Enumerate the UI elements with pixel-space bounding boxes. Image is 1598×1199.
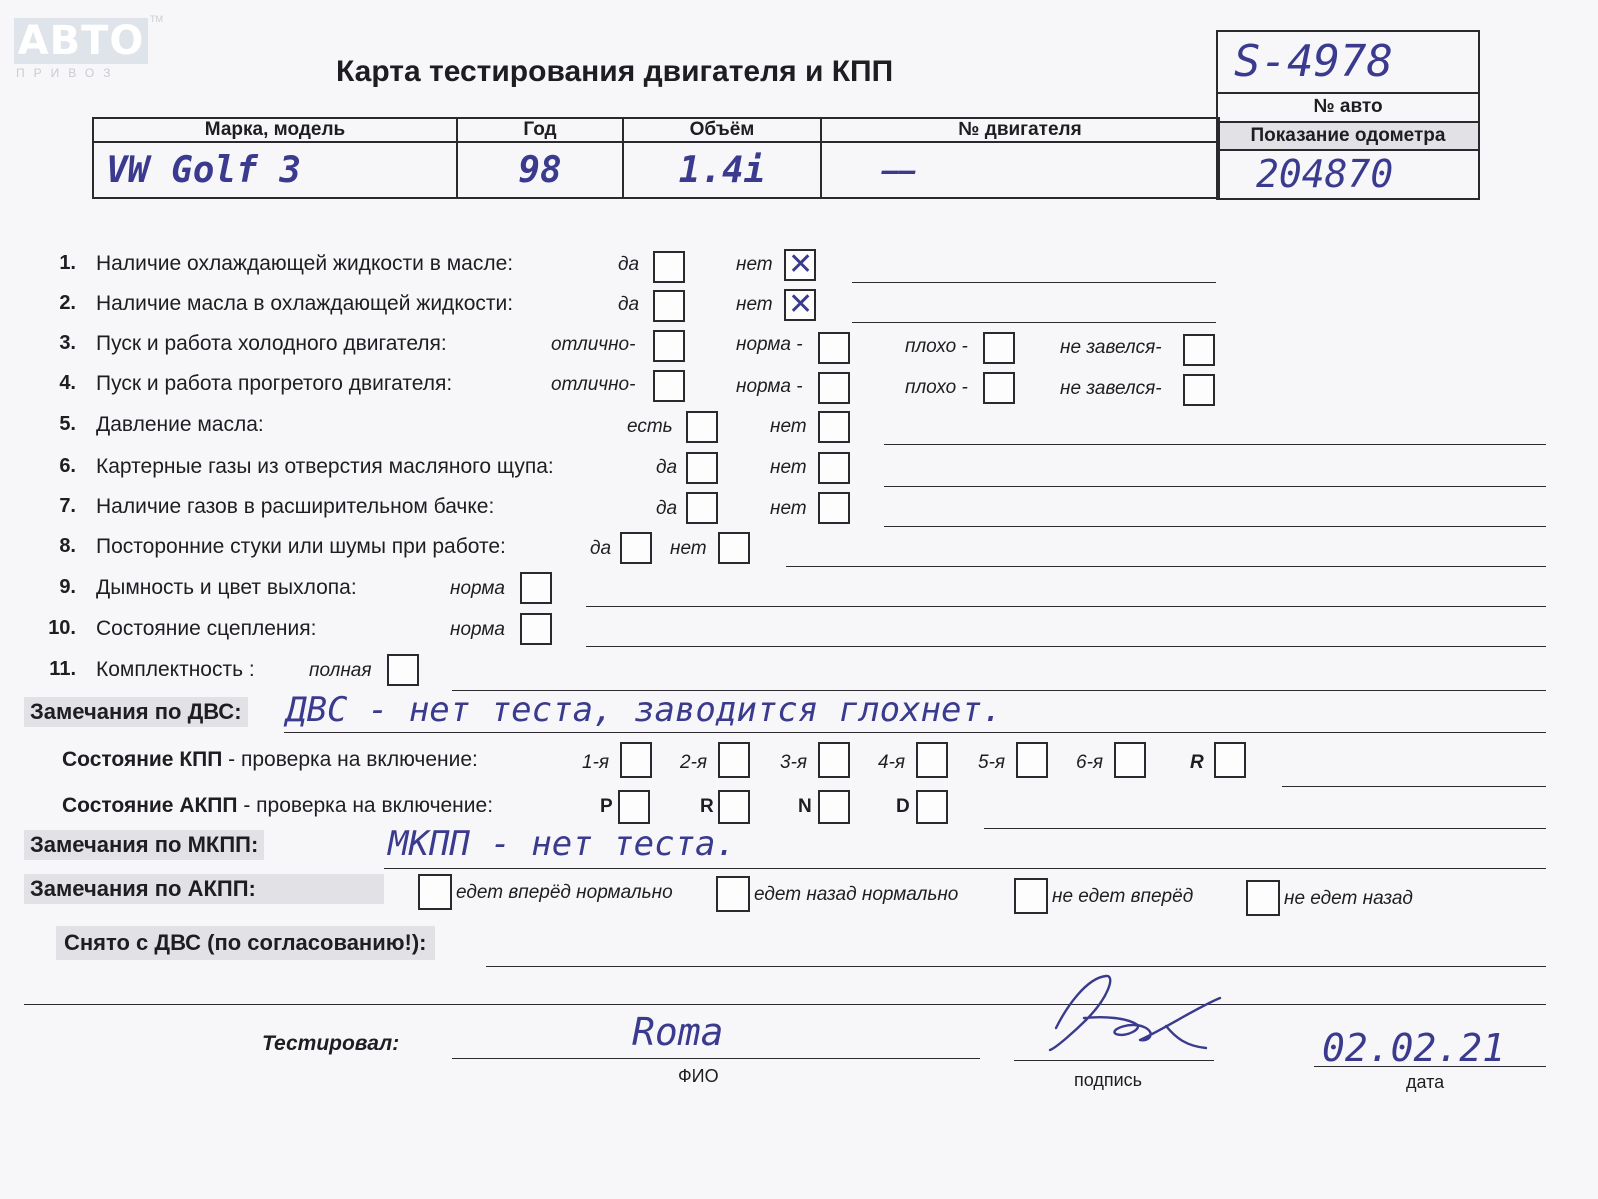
item-number: 2.: [59, 292, 76, 314]
dvs-remarks-line[interactable]: [284, 732, 1546, 733]
gear-5-label: 5-я: [978, 752, 1006, 773]
tester-name-value: Roma: [632, 1010, 724, 1054]
engine-number-value: ——: [882, 153, 916, 187]
item-label: Пуск и работа прогретого двигателя:: [96, 372, 453, 395]
option-no-label: нет: [770, 457, 807, 478]
vehicle-table: [92, 117, 1220, 199]
make-model-value: VW Golf 3: [106, 149, 302, 191]
checkbox-no[interactable]: [818, 492, 850, 524]
volume-value: 1.4i: [678, 149, 766, 191]
option-no-label: нет: [736, 254, 773, 275]
item-number: 3.: [59, 332, 76, 354]
kpp-note-line[interactable]: [1282, 786, 1546, 787]
option-no-label: нет: [770, 498, 807, 519]
checkbox-normal[interactable]: [818, 332, 850, 364]
option-yes-label: да: [590, 538, 612, 559]
checkbox-gear-2[interactable]: [718, 742, 750, 778]
option-yes-label: да: [656, 498, 678, 519]
checkbox-gear-5[interactable]: [1016, 742, 1048, 778]
odometer-label: Показание одометра: [1218, 123, 1478, 149]
item-number: 11.: [49, 658, 76, 680]
x-mark-icon: ✕: [788, 247, 814, 282]
checkbox-yes[interactable]: [686, 411, 718, 443]
checkbox-yes[interactable]: [653, 251, 685, 283]
note-line[interactable]: [884, 444, 1546, 445]
dvs-remarks-label: Замечания по ДВС:: [24, 697, 248, 727]
option-not-started-label: не завелся-: [1060, 337, 1162, 358]
checkbox-backward-ok[interactable]: [716, 876, 750, 912]
checkbox-no-forward[interactable]: [1014, 878, 1048, 914]
no-backward-label: не едет назад: [1284, 888, 1413, 909]
date-label: дата: [1406, 1072, 1445, 1092]
item-label: Наличие охлаждающей жидкости в масле:: [96, 252, 514, 275]
date-value: 02.02.21: [1322, 1026, 1506, 1070]
col-volume: Объём: [623, 118, 821, 142]
dvs-remarks-value: ДВС - нет теста, заводится глохнет.: [286, 690, 1003, 730]
note-line[interactable]: [884, 486, 1546, 487]
checkbox-gear-6[interactable]: [1114, 742, 1146, 778]
logo: АВТО: [14, 18, 148, 64]
checkbox-normal[interactable]: [520, 613, 552, 645]
note-line[interactable]: [786, 566, 1546, 567]
removed-parts-line[interactable]: [486, 966, 1546, 967]
option-normal-label: норма -: [736, 334, 803, 355]
checkbox-mode-r[interactable]: [718, 790, 750, 824]
option-normal-label: норма: [450, 619, 505, 640]
checkbox-yes[interactable]: [686, 452, 718, 484]
signature-line[interactable]: [1014, 1060, 1214, 1061]
item-label: Наличие газов в расширительном бачке:: [96, 495, 495, 518]
item-number: 9.: [59, 576, 76, 598]
checkbox-normal[interactable]: [818, 372, 850, 404]
note-line[interactable]: [884, 526, 1546, 527]
fio-label: ФИО: [678, 1066, 719, 1086]
item-number: 10.: [48, 617, 76, 639]
note-line[interactable]: [852, 322, 1216, 323]
item-number: 7.: [59, 495, 76, 517]
option-no-label: нет: [670, 538, 707, 559]
item-label: Состояние сцепления:: [96, 617, 317, 640]
option-yes-label: да: [618, 294, 640, 315]
checkbox-gear-reverse[interactable]: [1214, 742, 1246, 778]
mkpp-remarks-value: МКПП - нет теста.: [388, 824, 736, 864]
item-number: 8.: [59, 535, 76, 557]
gear-2-label: 2-я: [680, 752, 708, 773]
checkbox-no[interactable]: [818, 452, 850, 484]
option-bad-label: плохо -: [905, 336, 968, 357]
checkbox-not-started[interactable]: [1183, 334, 1215, 366]
checkbox-gear-3[interactable]: [818, 742, 850, 778]
option-yes-label: да: [618, 254, 640, 275]
checkbox-yes[interactable]: [653, 290, 685, 322]
option-yes-label: да: [656, 457, 678, 478]
no-forward-label: не едет вперёд: [1052, 886, 1194, 907]
akpp-remarks-label: Замечания по АКПП:: [24, 874, 384, 904]
backward-ok-label: едет назад нормально: [754, 884, 959, 905]
checkbox-no[interactable]: [784, 289, 816, 321]
signature-image: [1036, 968, 1236, 1064]
kpp-check-label: Состояние КПП - проверка на включение:: [62, 748, 478, 771]
option-not-started-label: не завелся-: [1060, 378, 1162, 399]
checkbox-forward-ok[interactable]: [418, 874, 452, 910]
checkbox-no[interactable]: [718, 532, 750, 564]
mode-p-label: P: [600, 796, 613, 817]
checkbox-mode-d[interactable]: [916, 790, 948, 824]
item-label: Дымность и цвет выхлопа:: [96, 576, 357, 599]
checkbox-gear-1[interactable]: [620, 742, 652, 778]
checkbox-complete[interactable]: [387, 654, 419, 686]
option-complete-label: полная: [309, 660, 372, 681]
checkbox-no-backward[interactable]: [1246, 880, 1280, 916]
gear-4-label: 4-я: [878, 752, 906, 773]
checkbox-not-started[interactable]: [1183, 374, 1215, 406]
akpp-check-label: Состояние АКПП - проверка на включение:: [62, 794, 494, 817]
checkbox-mode-p[interactable]: [618, 790, 650, 824]
mkpp-remarks-label: Замечания по МКПП:: [24, 830, 264, 860]
odometer-value: 204870: [1256, 152, 1394, 196]
option-excellent-label: отлично-: [551, 334, 636, 355]
logo-subtitle: ПРИВОЗ: [16, 66, 120, 80]
car-info-box: [1216, 30, 1480, 200]
option-excellent-label: отлично-: [551, 374, 636, 395]
item-label: Наличие масла в охлаждающей жидкости:: [96, 292, 514, 315]
date-line[interactable]: [1314, 1066, 1546, 1067]
note-line[interactable]: [586, 606, 1546, 607]
option-no-label: нет: [736, 294, 773, 315]
item-label: Картерные газы из отверстия масляного щупа:: [96, 455, 554, 478]
checkbox-gear-4[interactable]: [916, 742, 948, 778]
item-number: 1.: [59, 252, 76, 274]
mode-r-label: R: [700, 796, 714, 817]
forward-ok-label: едет вперёд нормально: [456, 882, 673, 903]
item-label: Пуск и работа холодного двигателя:: [96, 332, 447, 355]
gear-3-label: 3-я: [780, 752, 808, 773]
checkbox-normal[interactable]: [520, 572, 552, 604]
x-mark-icon: ✕: [788, 287, 814, 322]
checkbox-mode-n[interactable]: [818, 790, 850, 824]
year-value: 98: [518, 149, 562, 191]
removed-parts-line-2[interactable]: [24, 1004, 1546, 1005]
checkbox-excellent[interactable]: [653, 370, 685, 402]
gear-1-label: 1-я: [582, 752, 610, 773]
option-normal-label: норма -: [736, 376, 803, 397]
removed-parts-label: Снято с ДВС (по согласованию!):: [56, 926, 435, 960]
item-label: Комплектность :: [96, 658, 255, 681]
col-engine-number: № двигателя: [821, 118, 1219, 142]
checkbox-no[interactable]: [784, 249, 816, 281]
tested-by-label: Тестировал:: [262, 1032, 400, 1055]
item-number: 4.: [59, 372, 76, 394]
item-label: Посторонние стуки или шумы при работе:: [96, 535, 506, 558]
akpp-note-line[interactable]: [984, 828, 1546, 829]
note-line[interactable]: [586, 646, 1546, 647]
col-year: Год: [457, 118, 623, 142]
checkbox-yes[interactable]: [686, 492, 718, 524]
checkbox-yes[interactable]: [620, 532, 652, 564]
gear-reverse-label: R: [1190, 752, 1204, 773]
gear-6-label: 6-я: [1076, 752, 1104, 773]
item-label: Давление масла:: [96, 413, 264, 436]
checkbox-bad[interactable]: [983, 332, 1015, 364]
checkbox-bad[interactable]: [983, 372, 1015, 404]
option-no-label: нет: [770, 416, 807, 437]
mode-n-label: N: [798, 796, 812, 817]
col-make-model: Марка, модель: [93, 118, 457, 142]
form-title: Карта тестирования двигателя и КПП: [336, 55, 894, 88]
note-line[interactable]: [852, 282, 1216, 283]
tester-name-line[interactable]: [452, 1058, 980, 1059]
signature-label: подпись: [1074, 1070, 1143, 1090]
item-number: 5.: [59, 413, 76, 435]
car-number-value: S-4978: [1234, 36, 1393, 87]
item-number: 6.: [59, 455, 76, 477]
option-yes-label: есть: [627, 416, 673, 437]
option-bad-label: плохо -: [905, 377, 968, 398]
checkbox-no[interactable]: [818, 411, 850, 443]
car-number-label: № авто: [1313, 96, 1383, 117]
option-normal-label: норма: [450, 578, 505, 599]
logo-trademark: TM: [150, 14, 163, 24]
mkpp-remarks-line[interactable]: [384, 868, 1546, 869]
mode-d-label: D: [896, 796, 910, 817]
checkbox-excellent[interactable]: [653, 330, 685, 362]
